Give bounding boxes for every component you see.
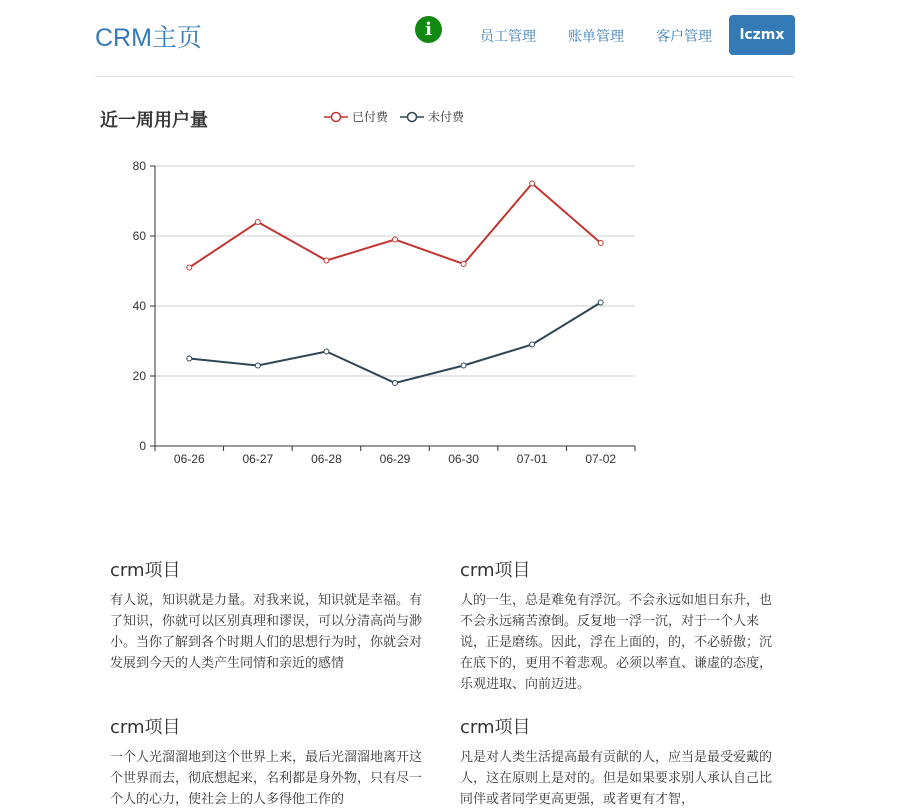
data-point — [255, 220, 260, 225]
card-text: 有人说，知识就是力量。对我来说，知识就是幸福。有了知识，你就可以区别真理和谬误，可以分清高尚与渺小。当你了解到各个时期人们的思想行为时，你就会对发展到今天的人类产生同情和亲近的感情 — [110, 593, 423, 671]
chart-title: 近一周用户量 — [100, 110, 208, 131]
card-text: 凡是对人类生活提高最有贡献的人，应当是最受爱戴的人，这在原则上是对的。但是如果要求别人承认自己比同伴或者同学更高更强，或者更有才智， — [460, 750, 773, 807]
data-point — [255, 363, 260, 368]
data-point — [530, 342, 535, 347]
data-point — [187, 265, 192, 270]
card-4 — [460, 713, 780, 810]
legend-label-paid: 已付费 — [352, 110, 389, 124]
brand-title[interactable]: CRM主页 — [95, 24, 202, 52]
x-tick-label: 07-01 — [516, 452, 548, 466]
nav-customer-management[interactable]: 客户管理 — [656, 29, 712, 45]
x-tick-label: 06-29 — [379, 452, 411, 466]
card-1 — [110, 556, 430, 674]
x-tick-label: 06-27 — [242, 452, 274, 466]
x-tick-label: 06-30 — [448, 452, 479, 466]
data-point — [461, 363, 466, 368]
y-tick-label: 60 — [132, 229, 146, 243]
card-title: crm项目 — [460, 717, 531, 738]
x-tick-label: 06-28 — [311, 452, 342, 466]
data-point — [393, 381, 398, 386]
info-icon[interactable]: i — [415, 16, 442, 43]
card-title: crm项目 — [110, 717, 181, 738]
card-title: crm项目 — [110, 560, 181, 581]
data-point — [530, 181, 535, 186]
nav-employee-management[interactable]: 员工管理 — [480, 29, 536, 45]
x-tick-label: 06-26 — [173, 452, 205, 466]
card-2 — [460, 556, 780, 695]
card-3 — [110, 713, 430, 810]
card-text: 人的一生，总是难免有浮沉。不会永远如旭日东升，也不会永远痛苦潦倒。反复地一浮一沉，对于一个人来说，正是磨练。因此，浮在上面的，的，不必骄傲；沉在底下的，更用不着悲观。必须以率直、谦虚的态度，乐观进取、向前迈进。 — [460, 593, 773, 692]
data-point — [324, 349, 329, 354]
series-line-0 — [189, 184, 600, 268]
y-tick-label: 20 — [132, 369, 146, 383]
series-line-1 — [189, 303, 600, 384]
legend-label-unpaid: 未付费 — [428, 110, 465, 124]
y-tick-label: 40 — [132, 299, 146, 313]
data-point — [393, 237, 398, 242]
nav-bill-management[interactable]: 账单管理 — [568, 29, 624, 45]
y-tick-label: 80 — [132, 159, 146, 173]
data-point — [461, 262, 466, 267]
data-point — [598, 241, 603, 246]
data-point — [598, 300, 603, 305]
x-tick-label: 07-02 — [585, 452, 617, 466]
y-tick-label: 0 — [139, 439, 146, 453]
user-button[interactable]: lczmx — [729, 15, 795, 55]
data-point — [324, 258, 329, 263]
data-point — [187, 356, 192, 361]
card-title: crm项目 — [460, 560, 531, 581]
card-text: 一个人光溜溜地到这个世界上来，最后光溜溜地离开这个世界而去，彻底想起来，名利都是身外物，只有尽一个人的心力，使社会上的人多得他工作的 — [110, 750, 423, 807]
